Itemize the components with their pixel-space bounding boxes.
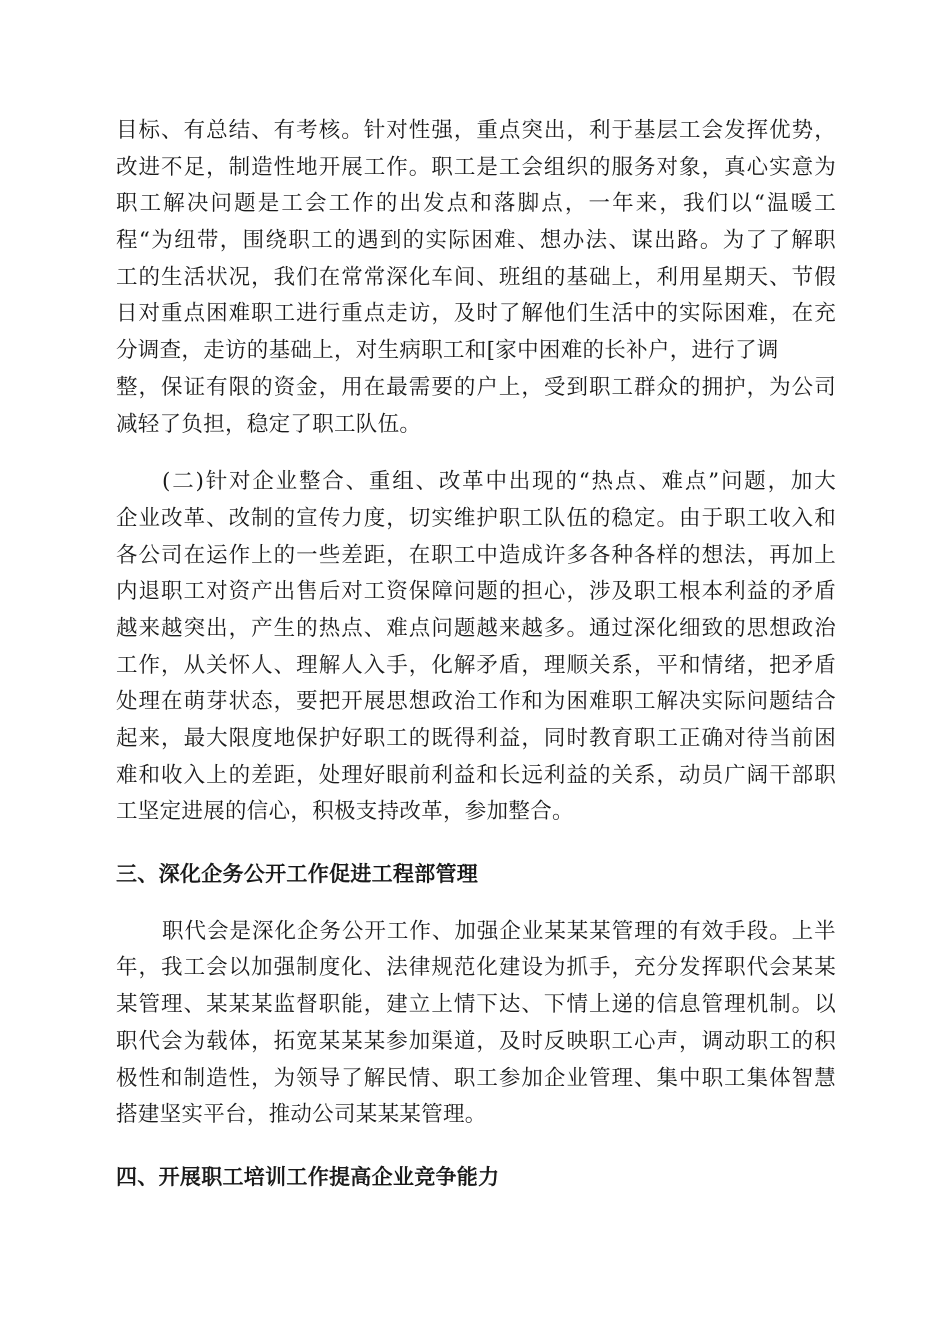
paragraph-line: 工作，从关怀人、理解人入手，化解矛盾，理顺关系，平和情绪，把矛盾 <box>116 652 836 678</box>
paragraph-line: 改进不足，制造性地开展工作。职工是工会组织的服务对象，真心实意为 <box>116 154 836 180</box>
paragraph-line: 工坚定进展的信心，积极支持改革，参加整合。 <box>116 799 574 825</box>
paragraph-line: 日对重点困难职工进行重点走访，及时了解他们生活中的实际困难，在充 <box>116 301 836 327</box>
section-gap <box>116 1134 836 1159</box>
paragraph-line: 越来越突出，产生的热点、难点问题越来越多。通过深化细致的思想政治 <box>116 615 836 641</box>
paragraph-3 <box>116 914 836 1134</box>
paragraph-line: 搭建坚实平台，推动公司某某某管理。 <box>116 1102 487 1128</box>
section-heading-3: 三、深化企务公开工作促进工程部管理 <box>116 862 479 887</box>
section-gap <box>116 831 836 856</box>
paragraph-gap <box>116 893 836 914</box>
paragraph-line: 目标、有总结、有考核。针对性强，重点突出，利于基层工会发挥优势， <box>116 118 836 143</box>
paragraph-line: 某管理、某某某监督职能，建立上情下达、下情上递的信息管理机制。以 <box>116 992 836 1018</box>
document-body <box>116 113 836 1196</box>
paragraph-gap <box>116 443 836 464</box>
paragraph-line: 难和收入上的差距，处理好眼前利益和长远利益的关系，动员广阔干部职 <box>116 762 836 788</box>
paragraph-line: 分调查，走访的基础上，对生病职工和[家中困难的长补户，进行了调 <box>116 338 779 364</box>
paragraph-line: 工的生活状况，我们在常常深化车间、班组的基础上，利用星期天、节假 <box>116 264 836 290</box>
paragraph-line: 极性和制造性，为领导了解民情、职工参加企业管理、集中职工集体智慧 <box>116 1065 836 1091</box>
paragraph-line: 处理在萌芽状态，要把开展思想政治工作和为困难职工解决实际问题结合 <box>116 689 836 715</box>
paragraph-line: 起来，最大限度地保护好职工的既得利益，同时教育职工正确对待当前困 <box>116 726 836 751</box>
paragraph-line: 各公司在运作上的一些差距，在职工中造成许多各种各样的想法，再加上 <box>116 542 836 568</box>
paragraph-line: 年，我工会以加强制度化、法律规范化建设为抓手，充分发挥职代会某某 <box>116 955 836 981</box>
paragraph-line: 内退职工对资产出售后对工资保障问题的担心，涉及职工根本利益的矛盾 <box>116 579 836 605</box>
paragraph-line: 整，保证有限的资金，用在最需要的户上，受到职工群众的拥护，为公司 <box>116 374 836 400</box>
section-heading-4: 四、开展职工培训工作提高企业竞争能力 <box>116 1164 500 1189</box>
paragraph-2 <box>116 464 836 831</box>
paragraph-line: 职工解决问题是工会工作的出发点和落脚点，一年来，我们以“温暖工 <box>116 191 836 217</box>
paragraph-line: 企业改革、改制的宣传力度，切实维护职工队伍的稳定。由于职工收入和 <box>116 505 836 531</box>
paragraph-line: 职代会是深化企务公开工作、加强企业某某某管理的有效手段。上半 <box>162 918 836 944</box>
paragraph-line: (二)针对企业整合、重组、改革中出现的“热点、难点”问题，加大 <box>162 469 836 495</box>
paragraph-line: 减轻了负担，稳定了职工队伍。 <box>116 411 422 437</box>
paragraph-line: 程“为纽带，围绕职工的遇到的实际困难、想办法、谋出路。为了了解职 <box>116 228 836 254</box>
paragraph-1 <box>116 113 836 443</box>
paragraph-line: 职代会为载体，拓宽某某某参加渠道，及时反映职工心声，调动职工的积 <box>116 1028 836 1054</box>
